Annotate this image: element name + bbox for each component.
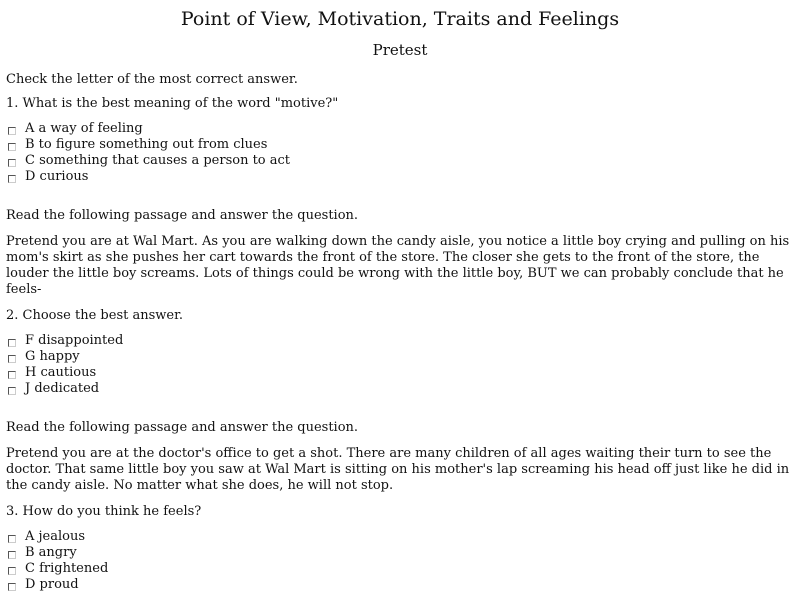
- option-label: G happy: [25, 349, 80, 364]
- option-label: D proud: [25, 577, 79, 592]
- checkbox-icon[interactable]: [8, 551, 16, 559]
- option-label: B to figure something out from clues: [25, 137, 268, 152]
- checkbox-icon[interactable]: [8, 355, 16, 363]
- checkbox-icon[interactable]: [8, 535, 16, 543]
- question-1-options: [6, 121, 794, 185]
- question-2-passage: Pretend you are at Wal Mart. As you are walking down the candy aisle, you notice a little boy crying and pulling on his mom's skirt as she pushes her cart towards the front of the store. The closer she gets to the front of the store, the louder the little boy screams. Lots of things could be wrong with the little boy, BUT we can probably conclude that he feels-: [6, 234, 790, 297]
- question-1-option-b[interactable]: [6, 137, 794, 153]
- option-label: F disappointed: [25, 333, 124, 348]
- checkbox-icon[interactable]: [8, 175, 16, 183]
- instructions-text: Check the letter of the most correct answer.: [6, 72, 298, 87]
- question-3-option-b[interactable]: [6, 545, 794, 561]
- question-2-option-h[interactable]: [6, 365, 794, 381]
- question-3-lead: Read the following passage and answer the question.: [6, 420, 359, 435]
- question-1-option-a[interactable]: [6, 121, 794, 137]
- question-3-option-c[interactable]: [6, 561, 794, 577]
- checkbox-icon[interactable]: [8, 387, 16, 395]
- option-label: H cautious: [25, 365, 97, 380]
- option-label: A jealous: [25, 529, 86, 544]
- question-3-passage: Pretend you are at the doctor's office to get a shot. There are many children of all ages waiting their turn to see the doctor. That same little boy you saw at Wal Mart is sitting on his mother's lap screaming his head off just like he did in the candy aisle. No matter what she does, he will not stop.: [6, 446, 790, 493]
- checkbox-icon[interactable]: [8, 143, 16, 151]
- question-3-options: [6, 529, 794, 593]
- question-1: [6, 96, 794, 185]
- checkbox-icon[interactable]: [8, 127, 16, 135]
- option-label: B angry: [25, 545, 77, 560]
- question-1-option-c[interactable]: [6, 153, 794, 169]
- question-3-prompt: 3. How do you think he feels?: [6, 504, 202, 519]
- pretest-page: [6, 0, 794, 593]
- option-label: A a way of feeling: [25, 121, 143, 136]
- checkbox-icon[interactable]: [8, 159, 16, 167]
- checkbox-icon[interactable]: [8, 567, 16, 575]
- question-1-prompt: 1. What is the best meaning of the word "motive?": [6, 96, 339, 111]
- question-1-option-d[interactable]: [6, 169, 794, 185]
- question-3-option-d[interactable]: [6, 577, 794, 593]
- checkbox-icon[interactable]: [8, 371, 16, 379]
- checkbox-icon[interactable]: [8, 339, 16, 347]
- question-2-prompt: 2. Choose the best answer.: [6, 308, 184, 323]
- option-label: D curious: [25, 169, 89, 184]
- checkbox-icon[interactable]: [8, 583, 16, 591]
- question-3: [6, 420, 794, 593]
- option-label: C frightened: [25, 561, 109, 576]
- question-2-option-f[interactable]: [6, 333, 794, 349]
- option-label: C something that causes a person to act: [25, 153, 291, 168]
- option-label: J dedicated: [25, 381, 100, 396]
- page-title: Point of View, Motivation, Traits and Feelings: [180, 8, 620, 30]
- question-2-option-g[interactable]: [6, 349, 794, 365]
- question-2: [6, 208, 794, 397]
- question-2-options: [6, 333, 794, 397]
- page-subtitle: Pretest: [372, 41, 428, 59]
- question-2-lead: Read the following passage and answer the question.: [6, 208, 359, 223]
- question-3-option-a[interactable]: [6, 529, 794, 545]
- question-2-option-j[interactable]: [6, 381, 794, 397]
